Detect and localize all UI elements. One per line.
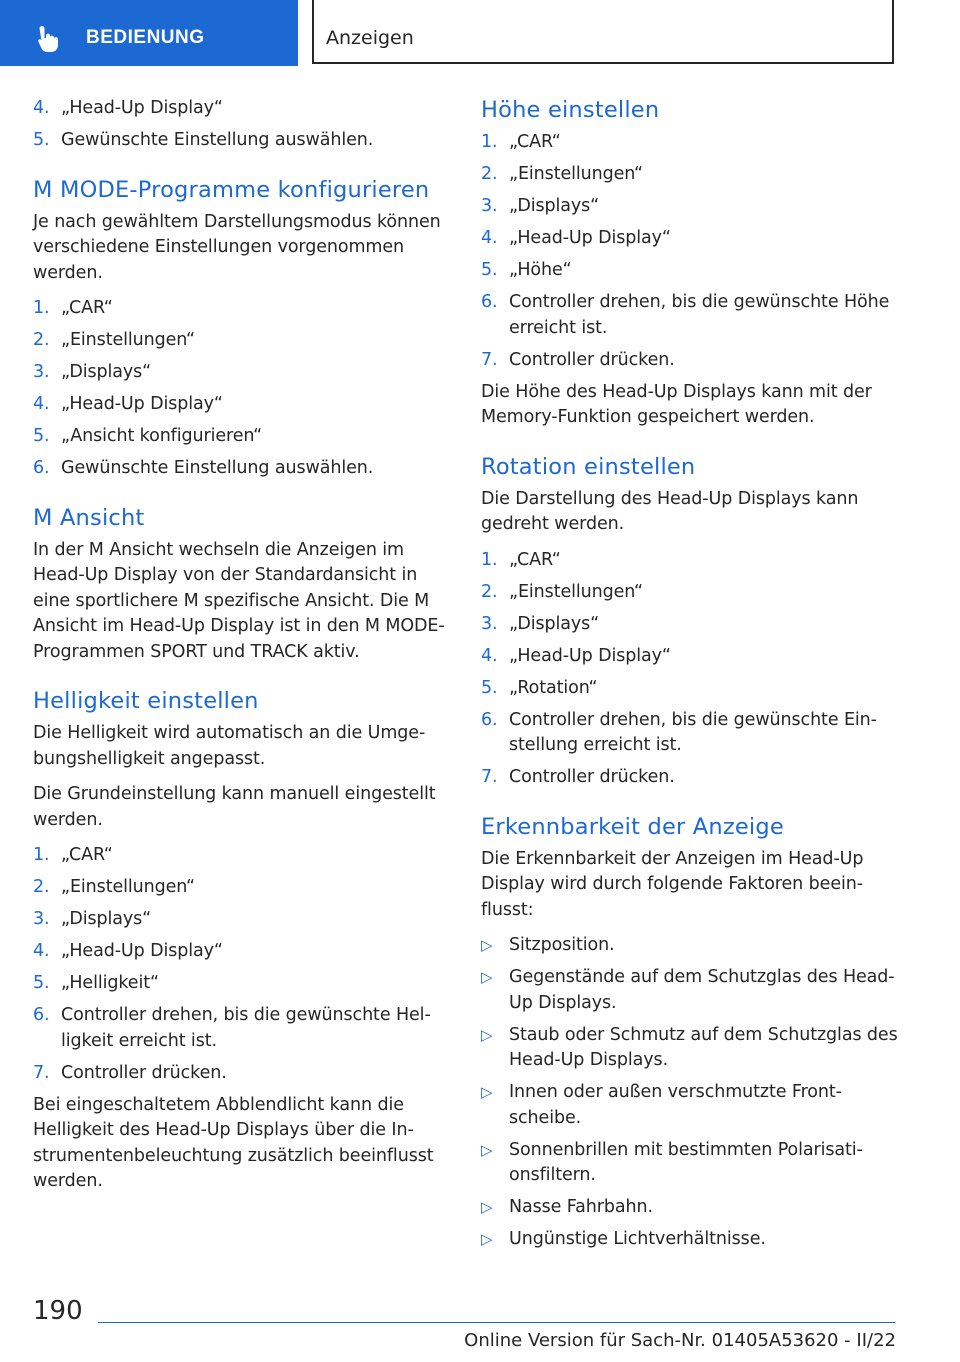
- list-number: 6.: [33, 1005, 50, 1025]
- list-text: „Head-Up Display“: [61, 98, 223, 118]
- triangle-bullet-icon: ▷: [481, 1230, 493, 1248]
- list-item: [481, 226, 901, 252]
- list-item: [33, 875, 453, 901]
- list-text: „Displays“: [61, 362, 152, 382]
- list-number: 3.: [481, 196, 498, 216]
- list-text: „Head-Up Display“: [61, 394, 223, 414]
- list-text: Gewünschte Einstellung auswählen.: [61, 130, 374, 150]
- list-number: 2.: [481, 164, 498, 184]
- left-column: [33, 96, 453, 1205]
- list-text: „Displays“: [509, 613, 600, 634]
- paragraph: Bei eingeschaltetem Abblendlicht kann die Helligkeit des Head-Up Displays über die Instrumentenbeleuchtung zusätzlich beeinflusst werden.: [33, 1094, 434, 1191]
- list-number: 3.: [33, 362, 50, 382]
- triangle-bullet-icon: ▷: [481, 1083, 493, 1101]
- list-text: „Höhe“: [509, 260, 572, 280]
- list-item: [33, 939, 453, 965]
- list-text: „Einstellungen“: [61, 877, 195, 897]
- list-item: [481, 933, 901, 959]
- heading-m-ansicht: M Ansicht: [33, 504, 145, 531]
- list-item: [33, 96, 453, 122]
- list-item: [33, 843, 453, 869]
- triangle-bullet-icon: ▷: [481, 968, 493, 986]
- right-column: [481, 96, 901, 1259]
- list-number: 5.: [481, 260, 498, 280]
- list-number: 5.: [33, 973, 50, 993]
- factor-list: [481, 933, 901, 1253]
- paragraph: Die Grundeinstellung kann manuell eingestellt werden.: [33, 784, 436, 830]
- list-number: 7.: [33, 1062, 50, 1083]
- list-text: „Helligkeit“: [61, 973, 159, 993]
- list-text: Controller drehen, bis die gewünschte Höhe erreicht ist.: [509, 292, 890, 338]
- list-number: 6.: [481, 709, 498, 730]
- list-text: Ungünstige Lichtverhältnisse.: [509, 1229, 766, 1249]
- list-number: 4.: [481, 228, 498, 248]
- list-text: „Displays“: [509, 196, 600, 216]
- section-label: BEDIENUNG: [86, 27, 205, 48]
- list-item: [33, 456, 453, 482]
- list-item: [481, 708, 901, 759]
- triangle-bullet-icon: ▷: [481, 1198, 493, 1216]
- list-item: [481, 1138, 901, 1189]
- list-number: 5.: [33, 426, 50, 446]
- list-text: „CAR“: [61, 298, 113, 318]
- hoehe-steps: [481, 130, 901, 373]
- list-item: [481, 1080, 901, 1131]
- list-item: [33, 328, 453, 354]
- paragraph: Die Helligkeit wird automatisch an die Umgebungshelligkeit angepasst.: [33, 723, 426, 769]
- list-number: 1.: [481, 132, 498, 152]
- paragraph: Die Höhe des Head-Up Displays kann mit der Memory-Funktion gespeichert werden.: [481, 381, 872, 427]
- list-text: Staub oder Schmutz auf dem Schutzglas des Head-Up Displays.: [509, 1024, 898, 1070]
- list-text: „Head-Up Display“: [509, 645, 671, 666]
- list-text: Controller drehen, bis die gewünschte Einstellung erreicht ist.: [509, 709, 877, 755]
- section-tab: [0, 0, 298, 66]
- rotation-steps: [481, 548, 901, 791]
- page-number: 190: [33, 1296, 83, 1326]
- list-text: „Einstellungen“: [61, 330, 195, 350]
- list-number: 3.: [33, 909, 50, 929]
- list-item: [481, 548, 901, 574]
- list-number: 1.: [33, 845, 50, 865]
- list-item: [481, 676, 901, 702]
- heading-erkennbarkeit: Erkennbarkeit der Anzeige: [481, 813, 784, 840]
- list-text: Sitzposition.: [509, 935, 615, 955]
- list-item: [33, 424, 453, 450]
- list-text: „CAR“: [61, 845, 113, 865]
- list-text: Controller drehen, bis die gewünschte Helligkeit erreicht ist.: [61, 1005, 431, 1051]
- page-title: Anzeigen: [326, 27, 414, 49]
- list-item: [481, 348, 901, 374]
- list-number: 1.: [33, 298, 50, 318]
- list-text: Gewünschte Einstellung auswählen.: [61, 458, 374, 478]
- triangle-bullet-icon: ▷: [481, 936, 493, 954]
- list-item: [33, 128, 453, 154]
- list-item: [481, 965, 901, 1016]
- intro-list: [33, 96, 453, 154]
- list-number: 1.: [481, 549, 498, 570]
- list-number: 5.: [481, 677, 498, 698]
- list-item: [33, 296, 453, 322]
- list-number: 6.: [481, 292, 498, 312]
- paragraph: In der M Ansicht wechseln die Anzeigen im Head-Up Display von der Standardansicht in eine sportlichere M spezifische Ansicht. Die M Ansicht im Head-Up Display ist in den M MODE-Programmen SPORT und TRACK aktiv.: [33, 539, 445, 662]
- list-item: [33, 360, 453, 386]
- list-text: Controller drücken.: [509, 767, 675, 787]
- list-number: 2.: [33, 877, 50, 897]
- list-item: [481, 162, 901, 188]
- triangle-bullet-icon: ▷: [481, 1025, 493, 1044]
- list-text: Innen oder außen verschmutzte Frontscheibe.: [509, 1082, 842, 1128]
- page-header: [0, 0, 960, 66]
- list-number: 6.: [33, 458, 50, 478]
- list-text: Controller drücken.: [61, 1062, 227, 1083]
- list-text: „Rotation“: [509, 677, 598, 698]
- list-item: [481, 580, 901, 606]
- triangle-bullet-icon: ▷: [481, 1140, 493, 1159]
- list-item: [481, 258, 901, 284]
- list-text: „Ansicht konfigurieren“: [61, 426, 263, 446]
- paragraph: Je nach gewähltem Darstellungsmodus können verschiedene Einstellungen vorgenommen werden.: [33, 211, 441, 283]
- list-text: Gegenstände auf dem Schutzglas des Head-Up Displays.: [509, 967, 895, 1013]
- list-text: Nasse Fahrbahn.: [509, 1197, 653, 1217]
- heading-rotation: Rotation einstellen: [481, 453, 696, 480]
- list-text: „Displays“: [61, 909, 152, 929]
- list-text: „Head-Up Display“: [509, 228, 671, 248]
- list-number: 4.: [33, 941, 50, 961]
- list-item: [481, 290, 901, 341]
- m-mode-steps: [33, 296, 453, 482]
- list-item: [481, 1227, 901, 1253]
- list-item: [33, 1061, 453, 1087]
- list-item: [481, 765, 901, 791]
- list-item: [33, 907, 453, 933]
- list-item: [481, 194, 901, 220]
- list-number: 5.: [33, 130, 50, 150]
- list-item: [33, 971, 453, 997]
- paragraph: Die Darstellung des Head-Up Displays kann gedreht werden.: [481, 488, 859, 534]
- list-text: „CAR“: [509, 132, 561, 152]
- footer-divider: [98, 1322, 895, 1323]
- list-number: 2.: [481, 581, 498, 602]
- footer-version-text: Online Version für Sach-Nr. 01405A53620 - II/22: [464, 1330, 896, 1351]
- list-number: 7.: [481, 767, 498, 787]
- list-number: 3.: [481, 613, 498, 634]
- list-item: [481, 1195, 901, 1221]
- heading-hoehe: Höhe einstellen: [481, 97, 660, 123]
- list-item: [481, 612, 901, 638]
- list-item: [481, 130, 901, 156]
- list-item: [481, 1023, 901, 1074]
- list-number: 4.: [33, 98, 50, 118]
- list-text: „Einstellungen“: [509, 581, 643, 602]
- paragraph: Die Erkennbarkeit der Anzeigen im Head-Up Display wird durch folgende Faktoren beeinflusst:: [481, 848, 864, 920]
- list-text: Sonnenbrillen mit bestimmten Polarisationsfiltern.: [509, 1139, 863, 1185]
- list-item: [481, 644, 901, 670]
- pointing-hand-icon: [36, 24, 66, 54]
- list-number: 7.: [481, 349, 498, 370]
- list-number: 2.: [33, 330, 50, 350]
- list-item: [33, 1003, 453, 1054]
- list-text: „Head-Up Display“: [61, 941, 223, 961]
- list-text: „Einstellungen“: [509, 164, 643, 184]
- list-text: „CAR“: [509, 549, 561, 570]
- list-number: 4.: [33, 394, 50, 414]
- list-number: 4.: [481, 645, 498, 666]
- heading-helligkeit: Helligkeit einstellen: [33, 688, 259, 714]
- list-text: Controller drücken.: [509, 349, 675, 370]
- list-item: [33, 392, 453, 418]
- helligkeit-steps: [33, 843, 453, 1086]
- heading-m-mode: M MODE-Programme konfigurieren: [33, 176, 430, 203]
